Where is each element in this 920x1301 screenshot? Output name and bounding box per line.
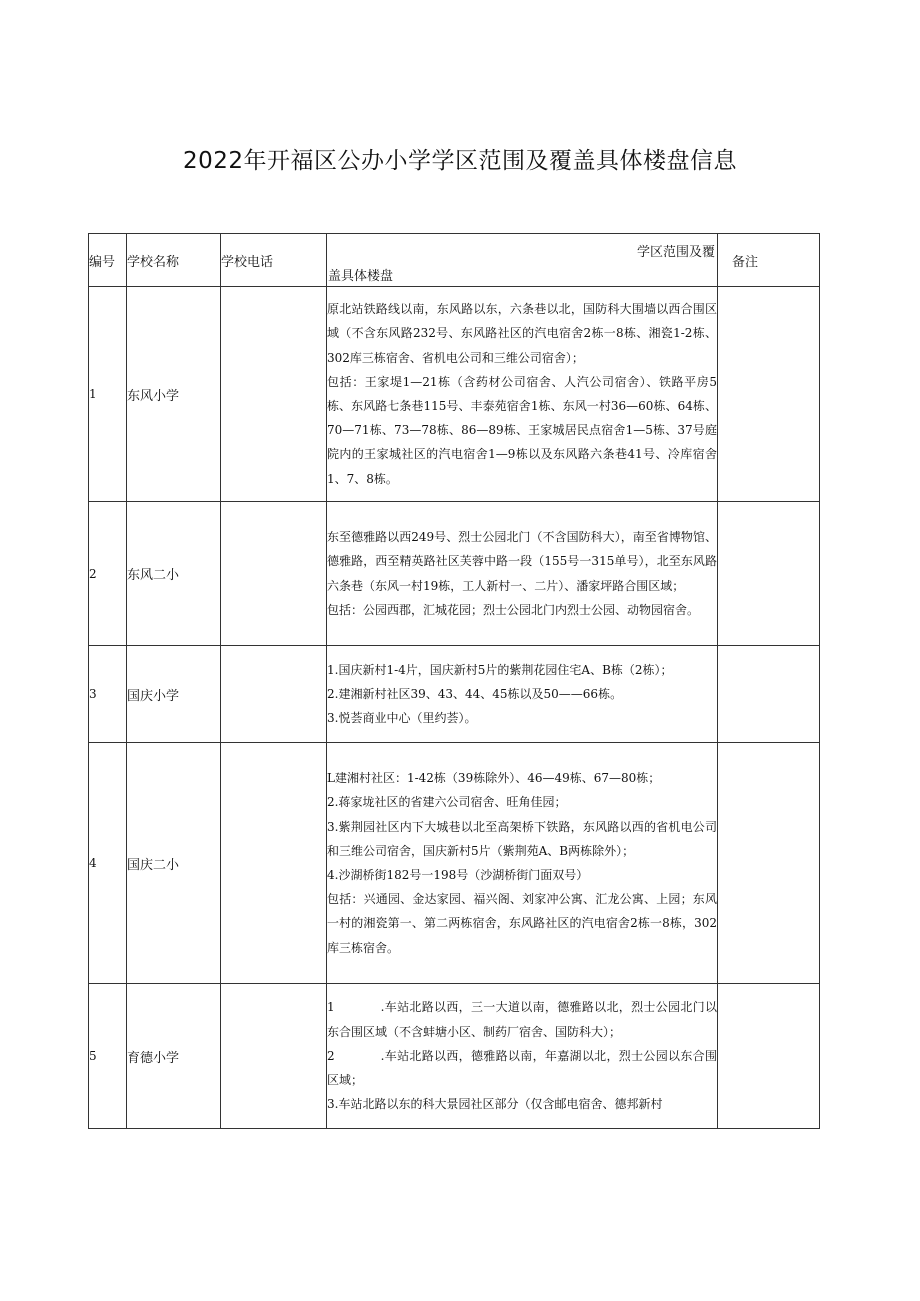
table-header-row (89, 234, 820, 287)
school-district-table (88, 233, 820, 1129)
scope-paragraph: 包括：公园西郡，汇城花园；烈士公园北门内烈士公园、动物园宿舍。 (327, 602, 700, 617)
row-number: 3 (89, 646, 127, 743)
scope-paragraph: 2.建湘新村社区39、43、44、45栋以及50——66栋。 (327, 686, 623, 701)
school-name: 国庆二小 (127, 743, 221, 984)
school-phone (221, 502, 327, 646)
header-district-scope (327, 234, 718, 287)
table-row (89, 743, 820, 984)
district-scope (327, 984, 718, 1129)
row-note (718, 743, 820, 984)
school-phone (221, 743, 327, 984)
header-scope-line1: 学区范围及覆 (636, 245, 715, 260)
row-number: 2 (89, 502, 127, 646)
school-name: 东风二小 (127, 502, 221, 646)
row-note (718, 502, 820, 646)
school-name: 东风小学 (127, 287, 221, 502)
header-scope-line2: 盖具体楼盘 (328, 269, 394, 284)
table-row (89, 646, 820, 743)
scope-item-text: .车站北路以西，三一大道以南，德雅路以北，烈士公园北门以东合围区域（不含蚌塘小区、制药厂宿舍、国防科大）； (327, 1000, 717, 1039)
scope-paragraph: 3.车站北路以东的科大景园社区部分（仅含邮电宿舍、德邦新村 (327, 1097, 663, 1112)
school-phone (221, 984, 327, 1129)
header-school-name: 学校名称 (127, 234, 221, 287)
school-name: 国庆小学 (127, 646, 221, 743)
scope-paragraph: 3.悦荟商业中心（里约荟）。 (327, 711, 477, 726)
scope-paragraph: 4.沙湖桥街182号一198号（沙湖桥街门面双号） (327, 868, 589, 882)
scope-paragraph: 包括：兴通园、金达家园、福兴阁、刘家冲公寓、汇龙公寓、上园；东风一村的湘瓷第一、第二两栋宿舍，东风路社区的汽电宿舍2栋一8栋，302库三栋宿舍。 (327, 892, 717, 955)
header-school-phone: 学校电话 (221, 234, 327, 287)
table-row (89, 287, 820, 502)
scope-paragraph: 3.紫荆园社区内下大城巷以北至高架桥下铁路，东风路以西的省机电公司和三维公司宿舍，国庆新村5片（紫荆苑A、B两栋除外）； (327, 819, 717, 858)
table-row (89, 984, 820, 1129)
row-note (718, 646, 820, 743)
header-note: 备注 (718, 234, 820, 287)
scope-paragraph: 1.国庆新村1-4片，国庆新村5片的紫荆花园住宅A、B栋（2栋）； (327, 662, 673, 677)
scope-item-text: .车站北路以西，德雅路以南，年嘉湖以北，烈士公园以东合围区域； (327, 1048, 717, 1088)
scope-paragraph: 2.蒋家垅社区的省建六公司宿舍、旺角佳园； (327, 795, 567, 810)
scope-paragraph: 东至德雅路以西249号、烈士公园北门（不含国防科大），南至省博物馆、德雅路，西至精英路社区芙蓉中路一段（155号一315单号），北至东风路六条巷（东风一村19栋，工人新村一、二片）、潘家坪路合围区域； (327, 530, 717, 593)
school-phone (221, 646, 327, 743)
row-note (718, 984, 820, 1129)
district-scope (327, 502, 718, 646)
school-name: 育德小学 (127, 984, 221, 1129)
row-number: 4 (89, 743, 127, 984)
table-row (89, 502, 820, 646)
row-number: 1 (89, 287, 127, 502)
school-phone (221, 287, 327, 502)
header-number: 编号 (89, 234, 127, 287)
scope-paragraph: L建湘村社区：1-42栋（39栋除外）、46—49栋、67—80栋； (327, 771, 661, 786)
scope-item-number: 2 (327, 1048, 335, 1063)
district-scope (327, 287, 718, 502)
district-scope (327, 646, 718, 743)
scope-item-number: 1 (327, 1000, 335, 1015)
scope-paragraph: 包括：王家堤1—21栋（含药材公司宿舍、人汽公司宿舍）、铁路平房5栋、东风路七条巷115号、丰泰苑宿舍1栋、东风一村36—60栋、64栋、70—71栋、73—78栋、86—89栋、王家城居民点宿舍1—5栋、37号庭院内的王家城社区的汽电宿舍1—9栋以及东风路六条巷41号、冷库宿舍1、7、8栋。 (327, 374, 717, 486)
page-title: 2022年开福区公办小学学区范围及覆盖具体楼盘信息 (182, 148, 738, 174)
scope-paragraph: 原北站铁路线以南，东风路以东，六条巷以北，国防科大围墙以西合围区域（不含东风路232号、东风路社区的汽电宿舍2栋一8栋、湘瓷1-2栋、302库三栋宿舍、省机电公司和三维公司宿舍）； (327, 302, 717, 365)
row-number: 5 (89, 984, 127, 1129)
district-scope (327, 743, 718, 984)
row-note (718, 287, 820, 502)
scope-paragraph (327, 1044, 717, 1092)
scope-paragraph (327, 995, 717, 1043)
